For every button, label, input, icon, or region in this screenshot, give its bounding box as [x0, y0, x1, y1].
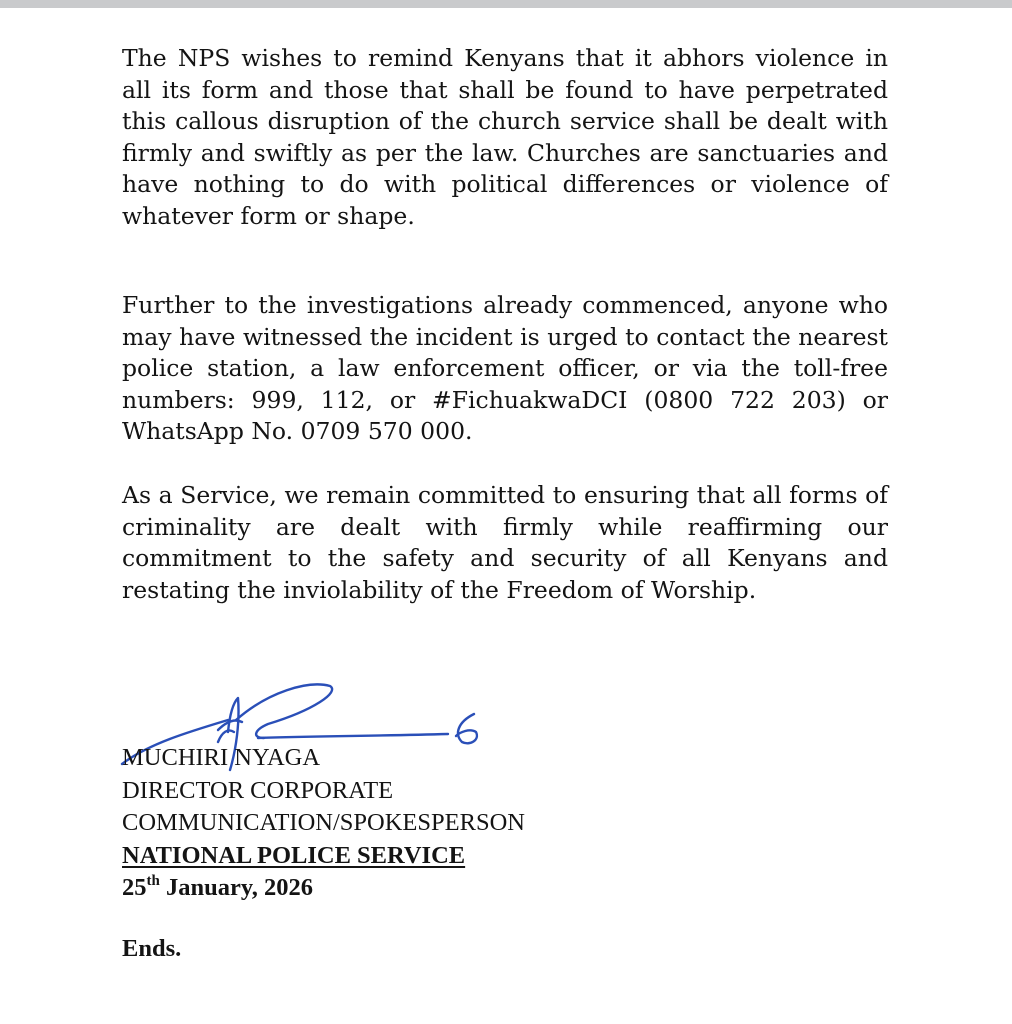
date-month-year: January, 2026 [159, 874, 313, 901]
date-suffix: th [146, 873, 160, 889]
release-date [122, 872, 525, 905]
top-border [0, 0, 1012, 8]
paragraph-commitment: As a Service, we remain committed to ensuring that all forms of criminality are dealt with firmly while reaffirming our commitment to the safety and security of all Kenyans and restating the inviolability of the Freedom of Worship. [122, 481, 888, 604]
organization-name: NATIONAL POLICE SERVICE [122, 841, 466, 869]
signatory-title-line-1: DIRECTOR CORPORATE [122, 776, 394, 804]
paragraph-contact-info: Further to the investigations already commenced, anyone who may have witnessed the incident is urged to contact the nearest police station, a law enforcement officer, or via the toll-free numbers: 999, 112, or #FichuakwaDCI (0800 722 203) or WhatsApp No. 0709 570 000. [122, 291, 888, 446]
signatory-name: MUCHIRI NYAGA [122, 744, 321, 771]
signatory-title-line-2: COMMUNICATION/SPOKESPERSON [122, 809, 525, 836]
signature-block [122, 742, 525, 905]
paragraph-reminder: The NPS wishes to remind Kenyans that it abhors violence in all its form and those that shall be found to have perpetrated this callous disruption of the church service shall be dealt with firmly and swiftly as per the law. Churches are sanctuaries and have nothing to do with political differences or violence of whatever form or shape. [122, 44, 888, 230]
date-day: 25 [122, 874, 147, 901]
ends-marker: Ends. [122, 935, 182, 962]
